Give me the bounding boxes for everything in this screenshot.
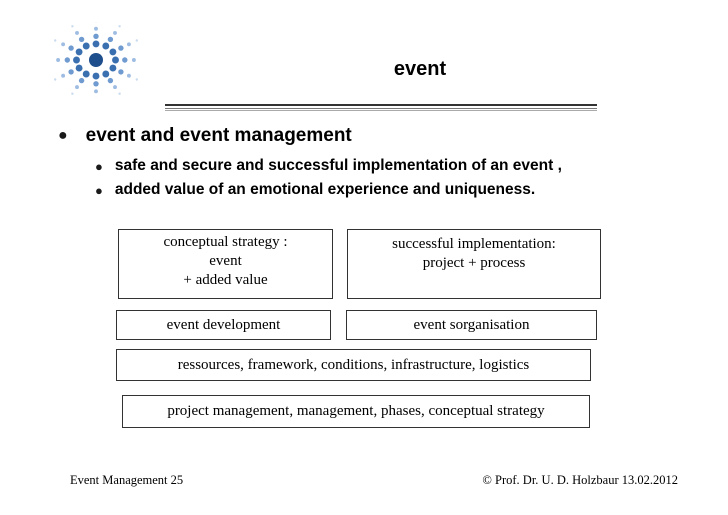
implementation-line: project + process [422,255,526,271]
logo-dot [79,78,84,83]
logo-dot [127,74,131,78]
logo-dot [102,71,109,78]
logo-dot [93,73,100,80]
logo-dot [109,48,116,55]
logo-dot [108,37,113,42]
slide-title: event [393,58,447,80]
logo-dot [127,42,131,46]
logo-dot [73,57,80,64]
logo-dot [94,27,98,31]
logo-dot [113,85,117,89]
dotted-starburst-logo [50,22,142,98]
logo-dot [68,69,73,74]
bullet-dot-icon: ● [58,127,68,144]
sub-bullet [95,181,535,199]
management-box: project management, management, phases, conceptual strategy [122,395,590,428]
strategy-line: conceptual strategy : [163,234,288,250]
logo-dot [79,37,84,42]
development-box: event development [116,310,331,340]
logo-dot [118,93,120,95]
bullet-dot-icon: ● [95,182,103,198]
logo-dot [93,34,98,39]
logo-dot [118,25,120,27]
logo-dot [93,81,98,86]
logo-dot [83,43,90,50]
logo-dot [68,45,73,50]
main-bullet-text: event and event management [85,125,352,146]
logo-dot [76,48,83,55]
logo-dot [54,78,56,80]
logo-dot [56,58,60,62]
logo-dot [75,85,79,89]
footer-right: © Prof. Dr. U. D. Holzbaur 13.02.2012 [482,473,678,487]
logo-dot [94,89,98,93]
logo-dot [65,57,70,62]
logo-dot [93,40,100,47]
logo-center-dot [89,53,103,67]
logo-dot [113,31,117,35]
logo-dot [61,74,65,78]
title-underline [165,104,597,111]
logo-dot [61,42,65,46]
strategy-box [118,229,333,299]
logo-dot [54,39,56,41]
logo-dot [136,78,138,80]
sub-bullet-text: safe and secure and successful implementation of an event , [114,157,562,174]
sub-bullet [95,157,562,175]
sub-bullet-text: added value of an emotional experience and uniqueness. [114,181,536,198]
resources-box: ressources, framework, conditions, infrastructure, logistics [116,349,591,381]
implementation-box [347,229,601,299]
logo-dot [71,25,73,27]
logo-dot [109,65,116,72]
strategy-line: + added value [183,272,268,288]
logo-dot [112,57,119,64]
logo-dot [102,43,109,50]
main-bullet [58,125,352,147]
bullet-dot-icon: ● [95,158,103,174]
organisation-box: event sorganisation [346,310,597,340]
implementation-line: successful implementation: [392,236,556,252]
logo-dot [118,69,123,74]
logo-dot [122,57,127,62]
logo-dot [136,39,138,41]
logo-dot [75,31,79,35]
strategy-line: event [209,253,242,269]
logo-dot [118,45,123,50]
logo-dot [83,71,90,78]
footer-left: Event Management 25 [70,473,184,487]
logo-dot [132,58,136,62]
logo-dot [76,65,83,72]
logo-dot [108,78,113,83]
logo-dot [71,93,73,95]
